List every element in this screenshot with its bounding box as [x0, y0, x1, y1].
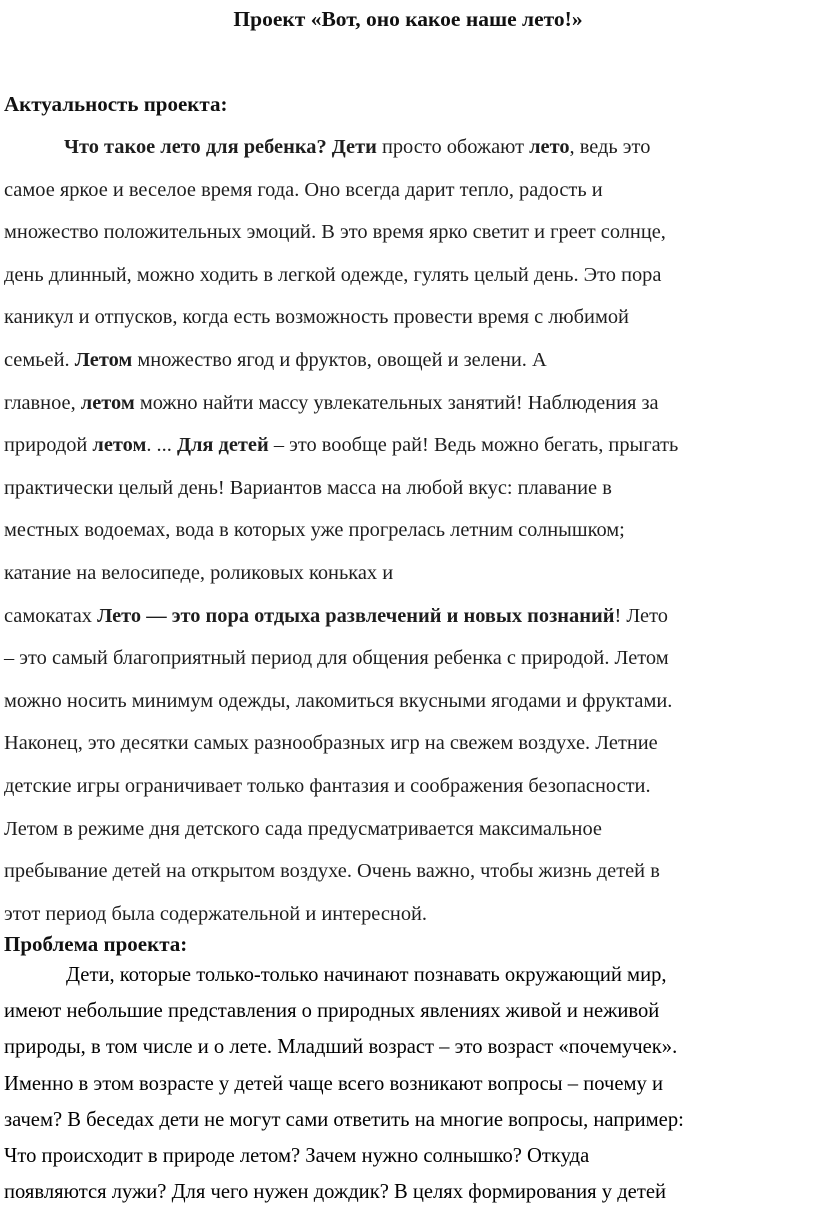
text-run: самое яркое и веселое время года. Оно всегда дарит тепло, радость и — [4, 178, 603, 201]
text-run: множество ягод и фруктов, овощей и зелени. А — [132, 349, 547, 371]
problem-line — [4, 1032, 677, 1062]
relevance-line — [4, 473, 612, 503]
text-run: , ведь это — [569, 136, 651, 158]
text-run: катание на велосипеде, роликовых коньках и — [4, 562, 394, 584]
document-title: Проект «Вот, оно какое наше лето!» — [233, 7, 583, 31]
relevance-line — [4, 686, 672, 716]
relevance-line — [4, 388, 659, 418]
problem-line — [4, 1141, 589, 1171]
bold-text: летом — [80, 391, 135, 414]
text-run: главное, — [4, 391, 81, 414]
text-run: можно носить минимум одежды, лакомиться вкусными ягодами и фруктами. — [4, 689, 673, 712]
relevance-line — [4, 728, 658, 758]
text-run: самокатах — [4, 604, 98, 627]
text-run: Что происходит в природе летом? Зачем нужно солнышко? Откуда — [4, 1145, 590, 1167]
relevance-line — [4, 260, 661, 290]
text-run: семьей. — [4, 349, 75, 371]
relevance-line — [4, 771, 651, 801]
text-run: появляются лужи? Для чего нужен дождик? В целях формирования у детей — [4, 1181, 666, 1204]
relevance-line — [4, 899, 427, 929]
problem-line — [66, 960, 667, 990]
text-run: этот период была содержательной и интересной. — [4, 902, 428, 925]
text-run: – это самый благоприятный период для общения ребенка с природой. Летом — [4, 647, 669, 670]
text-run: имеют небольшие представления о природных явлениях живой и неживой — [4, 1000, 660, 1023]
text-run: Именно в этом возрасте у детей чаще всего возникают вопросы – почему и — [4, 1072, 663, 1095]
bold-text: Летом — [74, 349, 133, 371]
text-run: можно найти массу увлекательных занятий! Наблюдения за — [134, 391, 659, 414]
relevance-line — [4, 558, 393, 588]
text-run: день длинный, можно ходить в легкой одежде, гулять целый день. Это пора — [4, 263, 662, 286]
relevance-line — [4, 175, 603, 205]
text-run: Летом в режиме дня детского сада предусматривается максимальное — [4, 817, 602, 840]
text-run: практически целый день! Вариантов масса на любой вкус: плавание в — [4, 476, 612, 499]
text-run: природы, в том числе и о лете. Младший возраст – это возраст «почемучек». — [4, 1036, 678, 1059]
relevance-line — [4, 643, 669, 673]
text-run: Дети, которые только-только начинают познавать окружающий мир, — [66, 964, 667, 986]
problem-line — [4, 1105, 684, 1135]
text-run: каникул и отпусков, когда есть возможность провести время с любимой — [4, 306, 629, 329]
relevance-line — [4, 856, 660, 886]
text-run: пребывание детей на открытом воздухе. Очень важно, чтобы жизнь детей в — [4, 860, 660, 883]
relevance-line — [4, 345, 547, 375]
problem-line — [4, 1069, 663, 1099]
text-run: ! Лето — [614, 604, 668, 627]
relevance-line — [4, 515, 625, 545]
bold-text: Для детей — [176, 434, 269, 457]
text-run: природой — [4, 434, 93, 457]
relevance-heading: Актуальность проекта: — [4, 92, 228, 116]
problem-heading: Проблема проекта: — [4, 932, 188, 956]
bold-text: Лето — это пора отдыха развлечений и новых познаний — [97, 604, 615, 627]
problem-line — [4, 1177, 666, 1207]
text-run: Наконец, это десятки самых разнообразных игр на свежем воздухе. Летние — [4, 732, 658, 755]
text-run: множество положительных эмоций. В это время ярко светит и греет солнце, — [4, 221, 666, 244]
relevance-line — [4, 430, 678, 460]
bold-text: летом — [92, 434, 147, 457]
relevance-line — [4, 601, 668, 631]
bold-text: Что такое лето для ребенка? Дети — [64, 136, 377, 158]
text-run: просто обожают — [376, 136, 530, 158]
text-run: детские игры ограничивает только фантазия и соображения безопасности. — [4, 775, 651, 797]
text-run: местных водоемах, вода в которых уже прогрелась летним солнышком; — [4, 519, 625, 542]
text-run: – это вообще рай! Ведь можно бегать, прыгать — [268, 434, 679, 457]
problem-line — [4, 996, 659, 1026]
relevance-line — [64, 132, 650, 162]
relevance-line — [4, 302, 629, 332]
text-run: . ... — [146, 434, 177, 457]
relevance-line — [4, 217, 666, 247]
text-run: зачем? В беседах дети не могут сами ответить на многие вопросы, например: — [4, 1108, 684, 1131]
relevance-line — [4, 814, 602, 844]
bold-text: лето — [529, 136, 570, 158]
